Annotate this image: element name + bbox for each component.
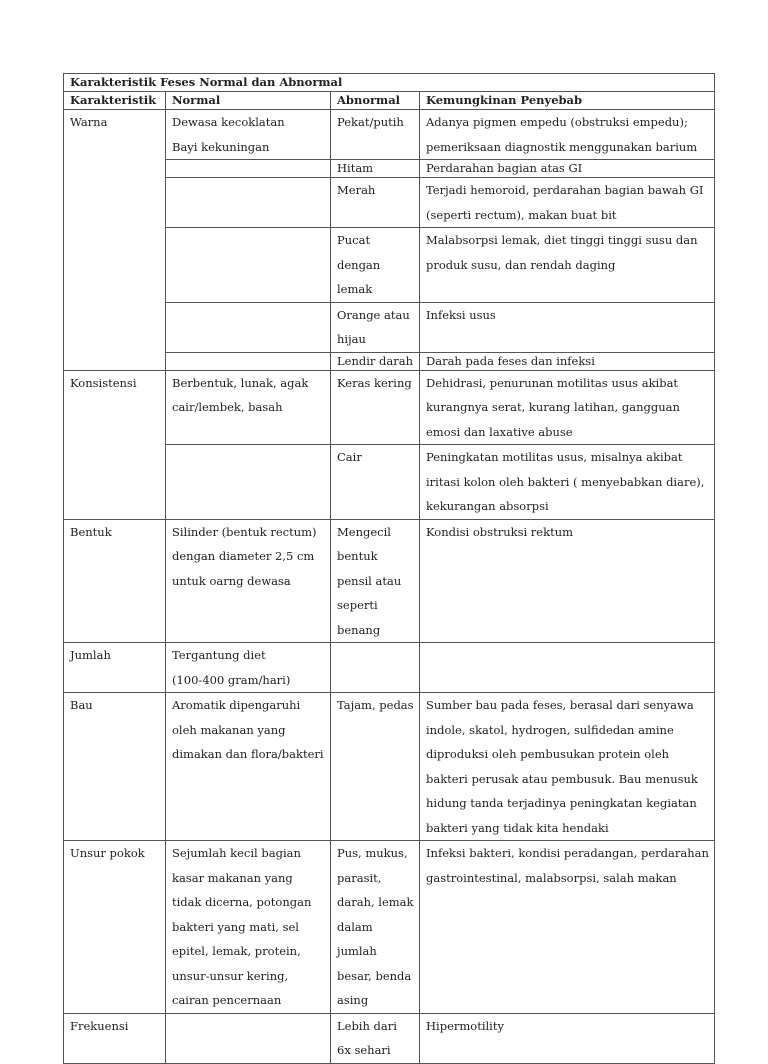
table-row — [64, 1013, 715, 1063]
normal-warna — [166, 110, 331, 160]
abnormal-bau: Tajam, pedas — [331, 693, 420, 841]
normal-bentuk: Silinder (bentuk rectum) dengan diameter 2,5 cm untuk oarng dewasa — [166, 519, 331, 643]
table-row — [64, 370, 715, 445]
table-title-row — [64, 74, 715, 92]
cause-unsur-pokok: Infeksi bakteri, kondisi peradangan, perdarahan gastrointestinal, malabsorpsi, salah makan — [420, 841, 715, 1014]
normal-frekuensi — [166, 1013, 331, 1063]
empty-cell — [166, 302, 331, 352]
table-row — [64, 841, 715, 1014]
abnormal-bentuk: Mengecil bentuk pensil atau seperti benang — [331, 519, 420, 643]
feses-characteristics-table — [63, 73, 715, 1064]
cause-cell: Perdarahan bagian atas GI — [420, 160, 715, 178]
header-normal: Normal — [166, 92, 331, 110]
abnormal-cell: Orange atau hijau — [331, 302, 420, 352]
characteristic-jumlah: Jumlah — [64, 643, 166, 693]
header-karakteristik: Karakteristik — [64, 92, 166, 110]
table-header-row — [64, 92, 715, 110]
cause-bau: Sumber bau pada feses, berasal dari senyawa indole, skatol, hydrogen, sulfidedan amine diproduksi oleh pembusukan protein oleh bakteri perusak atau pembusuk. Bau menusuk hidung tanda terjadinya peningkatan kegiatan bakteri yang tidak kita hendaki — [420, 693, 715, 841]
header-penyebab: Kemungkinan Penyebab — [420, 92, 715, 110]
abnormal-jumlah — [331, 643, 420, 693]
normal-konsistensi: Berbentuk, lunak, agak cair/lembek, basah — [166, 370, 331, 445]
normal-bau: Aromatik dipengaruhi oleh makanan yang dimakan dan flora/bakteri — [166, 693, 331, 841]
abnormal-unsur-pokok: Pus, mukus, parasit, darah, lemak dalam jumlah besar, benda asing — [331, 841, 420, 1014]
characteristic-warna: Warna — [64, 110, 166, 371]
cause-bentuk: Kondisi obstruksi rektum — [420, 519, 715, 643]
cause-cell: Terjadi hemoroid, perdarahan bagian bawah GI (seperti rectum), makan buat bit — [420, 178, 715, 228]
characteristic-konsistensi: Konsistensi — [64, 370, 166, 519]
empty-cell — [166, 160, 331, 178]
cause-cell: Infeksi usus — [420, 302, 715, 352]
empty-cell — [166, 228, 331, 303]
table-row — [64, 643, 715, 693]
abnormal-cell: Lendir darah — [331, 352, 420, 370]
characteristic-bentuk: Bentuk — [64, 519, 166, 643]
normal-jumlah — [166, 643, 331, 693]
characteristic-frekuensi: Frekuensi — [64, 1013, 166, 1063]
empty-cell — [166, 178, 331, 228]
abnormal-frekuensi: Lebih dari 6x sehari — [331, 1013, 420, 1063]
abnormal-cell: Keras kering — [331, 370, 420, 445]
normal-unsur-pokok: Sejumlah kecil bagian kasar makanan yang tidak dicerna, potongan bakteri yang mati, sel epitel, lemak, protein, unsur-unsur kering, cairan pencernaan — [166, 841, 331, 1014]
abnormal-cell: Hitam — [331, 160, 420, 178]
abnormal-cell: Merah — [331, 178, 420, 228]
cause-cell: Adanya pigmen empedu (obstruksi empedu); pemeriksaan diagnostik menggunakan barium — [420, 110, 715, 160]
table-row — [64, 519, 715, 643]
normal-warna-bayi: Bayi kekuningan — [172, 139, 270, 154]
table-title: Karakteristik Feses Normal dan Abnormal — [64, 74, 715, 92]
cause-cell: Dehidrasi, penurunan motilitas usus akibat kurangnya serat, kurang latihan, gangguan emosi dan laxative abuse — [420, 370, 715, 445]
characteristic-bau: Bau — [64, 693, 166, 841]
abnormal-cell: Pekat/putih — [331, 110, 420, 160]
table-row — [64, 110, 715, 160]
abnormal-cell: Pucat dengan lemak — [331, 228, 420, 303]
cause-frekuensi: Hipermotility — [420, 1013, 715, 1063]
header-abnormal: Abnormal — [331, 92, 420, 110]
table-row — [64, 693, 715, 841]
cause-cell: Darah pada feses dan infeksi — [420, 352, 715, 370]
cause-cell: Malabsorpsi lemak, diet tinggi tinggi susu dan produk susu, dan rendah daging — [420, 228, 715, 303]
normal-jumlah-line1: Tergantung diet — [172, 648, 266, 662]
normal-jumlah-line2: (100-400 gram/hari) — [172, 672, 291, 687]
abnormal-cell: Cair — [331, 445, 420, 520]
empty-cell — [166, 352, 331, 370]
characteristic-unsur-pokok: Unsur pokok — [64, 841, 166, 1014]
cause-cell: Peningkatan motilitas usus, misalnya akibat iritasi kolon oleh bakteri ( menyebabkan diare), kekurangan absorpsi — [420, 445, 715, 520]
normal-warna-dewasa: Dewasa kecoklatan — [172, 115, 285, 129]
empty-cell — [166, 445, 331, 520]
cause-jumlah — [420, 643, 715, 693]
